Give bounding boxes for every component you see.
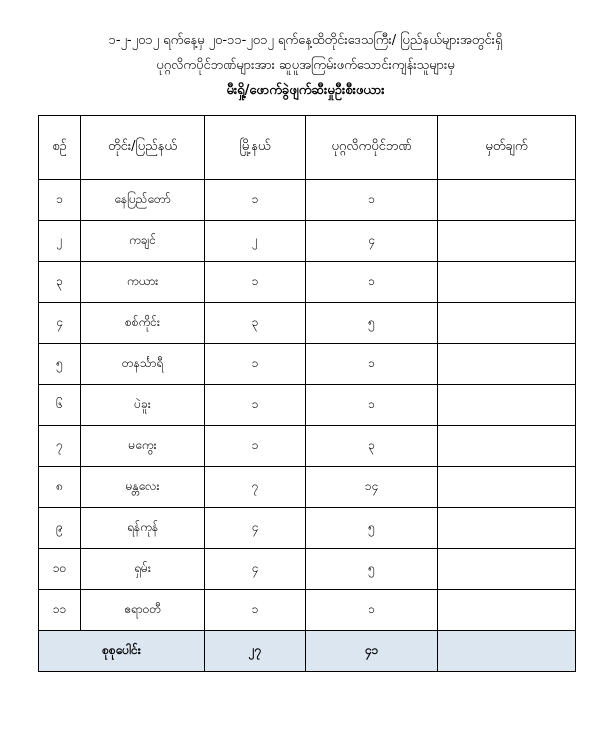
cell-banks: ၁: [306, 344, 438, 385]
table-row: [39, 590, 576, 631]
heading-line-2: ပုဂ္ဂလိကပိုင်ဘဏ်များအား ဆူပူအကြမ်းဖက်သောင်းကျန်းသူများမှ: [156, 58, 455, 73]
cell-remark: [438, 549, 576, 590]
cell-remark: [438, 385, 576, 426]
cell-region: တနင်္သာရီ: [81, 344, 205, 385]
table-row: [39, 262, 576, 303]
cell-serial: ၃: [39, 262, 81, 303]
cell-townships: ၁: [205, 426, 306, 467]
header-region: တိုင်း/ပြည်နယ်: [81, 116, 205, 180]
bank-incident-table: [38, 115, 576, 672]
cell-remark: [438, 221, 576, 262]
table-header-row: [39, 116, 576, 180]
table-body: [39, 180, 576, 672]
cell-townships: ၁: [205, 180, 306, 221]
cell-townships: ၂: [205, 221, 306, 262]
cell-region: နေပြည်တော်: [81, 180, 205, 221]
cell-serial: ၁၁: [39, 590, 81, 631]
cell-banks: ၃: [306, 426, 438, 467]
cell-remark: [438, 180, 576, 221]
cell-region: မန္တလေး: [81, 467, 205, 508]
table-row: [39, 508, 576, 549]
cell-banks: ၁: [306, 385, 438, 426]
cell-remark: [438, 303, 576, 344]
heading-line-3: မီးရှို့/ဖောက်ခွဲဖျက်ဆီးမှုဦးစီးဖယား: [226, 83, 385, 98]
cell-remark: [438, 590, 576, 631]
cell-serial: ၉: [39, 508, 81, 549]
heading-line-1: ၁-၂-၂၀၁၂ ရက်နေ့မှ ၂၀-၁၁-၂၀၁၂ ရက်နေ့ထိတိုင်းဒေသကြီး/ ပြည်နယ်များအတွင်းရှိ: [108, 33, 503, 48]
cell-remark: [438, 426, 576, 467]
cell-serial: ၅: [39, 344, 81, 385]
table-row: [39, 549, 576, 590]
cell-banks: ၅: [306, 508, 438, 549]
cell-townships: ၁: [205, 385, 306, 426]
header-townships: မြို့နယ်: [205, 116, 306, 180]
cell-banks: ၁၄: [306, 467, 438, 508]
cell-serial: ၂: [39, 221, 81, 262]
cell-remark: [438, 344, 576, 385]
cell-townships: ၁: [205, 262, 306, 303]
cell-banks: ၁: [306, 180, 438, 221]
cell-region: မကွေး: [81, 426, 205, 467]
cell-townships: ၄: [205, 549, 306, 590]
cell-serial: ၁၀: [39, 549, 81, 590]
header-remark: မှတ်ချက်: [438, 116, 576, 180]
table-row: [39, 221, 576, 262]
cell-serial: ၄: [39, 303, 81, 344]
cell-serial: ၇: [39, 426, 81, 467]
cell-townships: ၁: [205, 344, 306, 385]
report-heading: [0, 28, 611, 103]
cell-remark: [438, 262, 576, 303]
cell-serial: ၆: [39, 385, 81, 426]
cell-townships: ၇: [205, 467, 306, 508]
total-townships: ၂၇: [205, 631, 306, 672]
table-row: [39, 180, 576, 221]
table-row: [39, 303, 576, 344]
cell-banks: ၅: [306, 549, 438, 590]
cell-serial: ၁: [39, 180, 81, 221]
cell-region: ရှမ်း: [81, 549, 205, 590]
total-label: စုစုပေါင်း: [39, 631, 205, 672]
cell-banks: ၁: [306, 262, 438, 303]
header-private-banks: ပုဂ္ဂလိကပိုင်ဘဏ်: [306, 116, 438, 180]
cell-banks: ၅: [306, 303, 438, 344]
cell-townships: ၄: [205, 508, 306, 549]
cell-region: ဧရာဝတီ: [81, 590, 205, 631]
cell-remark: [438, 467, 576, 508]
total-remark: [438, 631, 576, 672]
cell-region: ပဲခူး: [81, 385, 205, 426]
cell-townships: ၃: [205, 303, 306, 344]
cell-serial: ၈: [39, 467, 81, 508]
cell-townships: ၁: [205, 590, 306, 631]
cell-region: ရန်ကုန်: [81, 508, 205, 549]
cell-banks: ၁: [306, 590, 438, 631]
cell-region: ကယား: [81, 262, 205, 303]
total-banks: ၄၁: [306, 631, 438, 672]
total-row: [39, 631, 576, 672]
table-row: [39, 426, 576, 467]
table-row: [39, 344, 576, 385]
header-serial: စဉ်: [39, 116, 81, 180]
cell-region: ကချင်: [81, 221, 205, 262]
cell-banks: ၄: [306, 221, 438, 262]
cell-region: စစ်ကိုင်း: [81, 303, 205, 344]
cell-remark: [438, 508, 576, 549]
table-row: [39, 467, 576, 508]
table-row: [39, 385, 576, 426]
